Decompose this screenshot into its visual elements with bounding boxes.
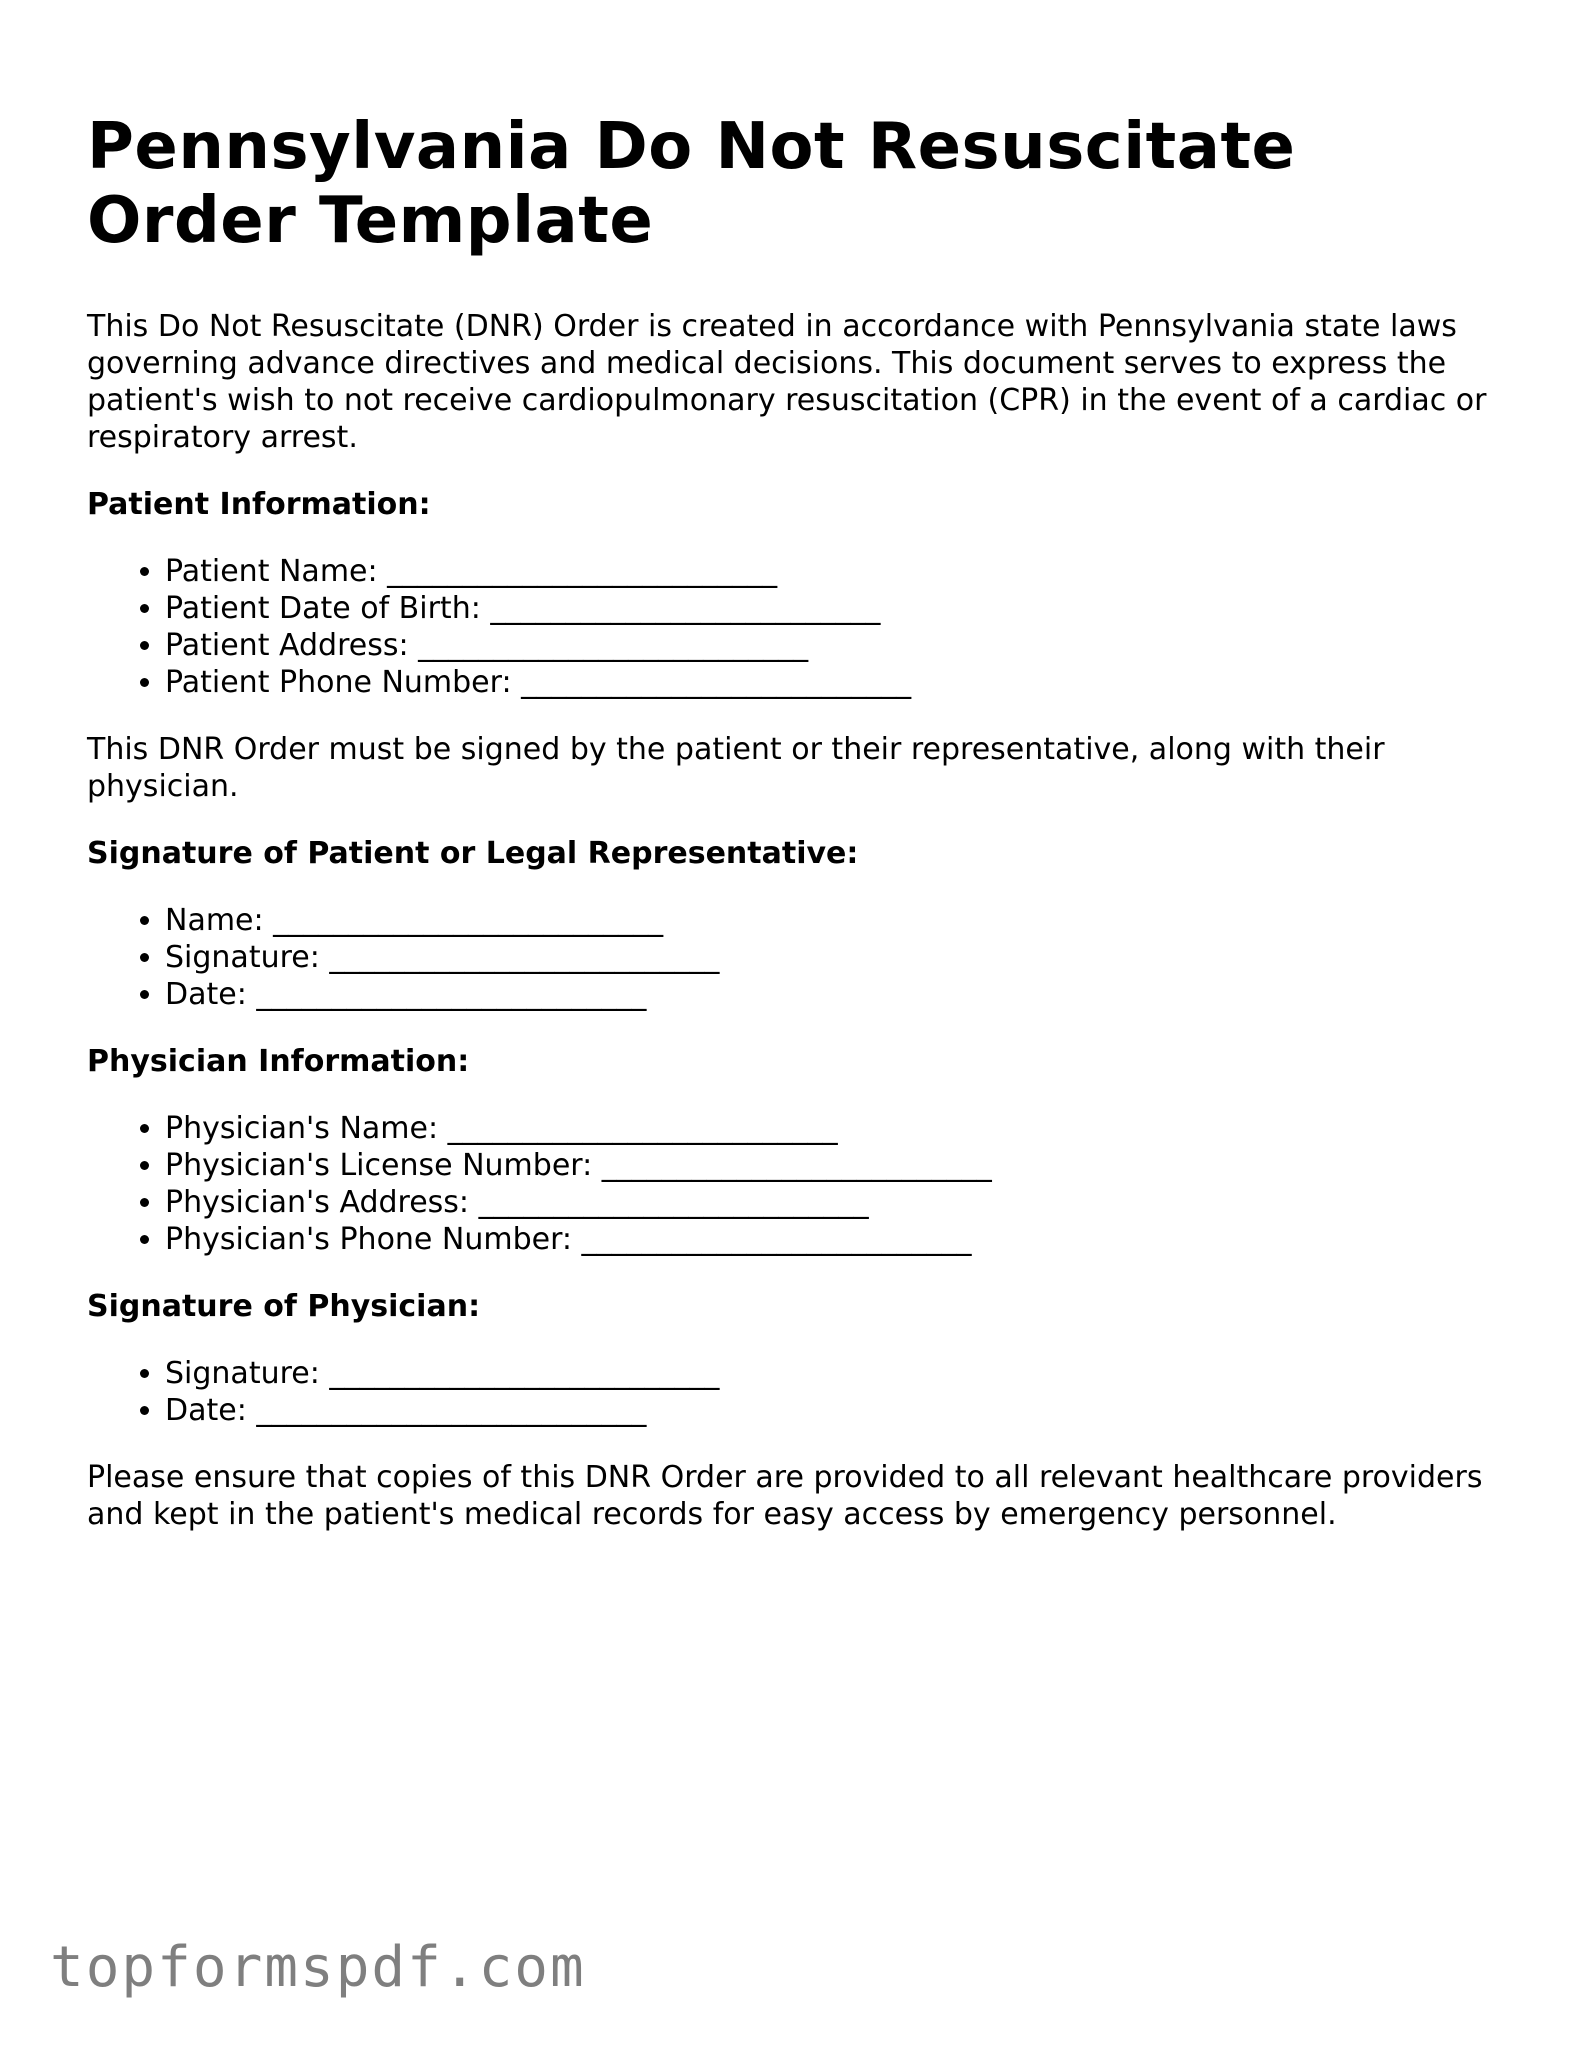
representative-date-field: • Date: __________________________ <box>165 976 1517 1013</box>
patient-signature-heading: Signature of Patient or Legal Representative: <box>87 836 859 871</box>
document-page <box>87 110 1517 1563</box>
patient-address-field: • Patient Address: __________________________ <box>165 627 1517 664</box>
physician-signature-heading: Signature of Physician: <box>87 1289 481 1324</box>
physician-info-heading: Physician Information: <box>87 1044 470 1079</box>
representative-name-field: • Name: __________________________ <box>165 902 1517 939</box>
signing-note: This DNR Order must be signed by the patient or their representative, along with their physician. <box>87 732 1385 804</box>
page-title: Pennsylvania Do Not Resuscitate Order Template <box>87 110 1296 258</box>
patient-info-list <box>87 553 1517 701</box>
physician-info-list <box>87 1110 1517 1258</box>
physician-signature-field: • Signature: __________________________ <box>165 1355 1517 1392</box>
patient-phone-field: • Patient Phone Number: __________________________ <box>165 664 1517 701</box>
patient-dob-field: • Patient Date of Birth: __________________________ <box>165 590 1517 627</box>
patient-signature-list <box>87 902 1517 1013</box>
physician-phone-field: • Physician's Phone Number: __________________________ <box>165 1221 1517 1258</box>
physician-license-field: • Physician's License Number: __________________________ <box>165 1147 1517 1184</box>
watermark: topformspdf.com <box>50 1935 586 2000</box>
physician-name-field: • Physician's Name: __________________________ <box>165 1110 1517 1147</box>
physician-address-field: • Physician's Address: __________________________ <box>165 1184 1517 1221</box>
closing-paragraph: Please ensure that copies of this DNR Order are provided to all relevant healthcare providers and kept in the patient's medical records for easy access by emergency personnel. <box>87 1460 1483 1532</box>
physician-date-field: • Date: __________________________ <box>165 1392 1517 1429</box>
representative-signature-field: • Signature: __________________________ <box>165 939 1517 976</box>
patient-name-field: • Patient Name: __________________________ <box>165 553 1517 590</box>
physician-signature-list <box>87 1355 1517 1429</box>
intro-paragraph: This Do Not Resuscitate (DNR) Order is created in accordance with Pennsylvania state laws governing advance directives and medical decisions. This document serves to express the patient's wish to not receive cardiopulmonary resuscitation (CPR) in the event of a cardiac or respiratory arrest. <box>87 309 1487 455</box>
patient-info-heading: Patient Information: <box>87 487 431 522</box>
